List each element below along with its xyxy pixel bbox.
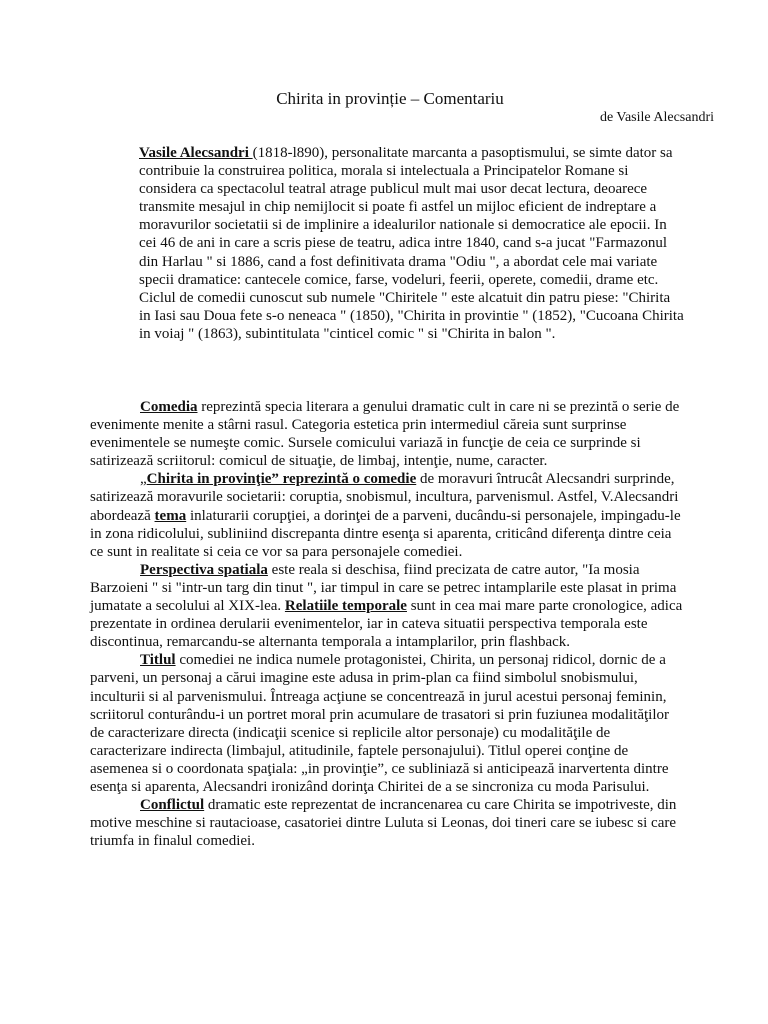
text-perspectiva-b: sunt in cea mai mare parte cronologice, adica prezentate in ordinea derularii evenimentelor, iar in cateva situatii perspectiva temporala este discontinua, remarcandu-se alternanta temporala a intamplarilor, prin flashback.: [90, 598, 683, 651]
intro-paragraph: [139, 144, 684, 289]
quote-open: „: [140, 471, 147, 488]
text-comedia: reprezintă specia literara a genului dramatic cult in care ni se prezintă o serie de evenimente menite a stârni rasul. Categoria estetica prin intermediul căreia sunt surprinse evenimentele se numeşte comic. Sursele comicului variază in funcţie de ceia ce surprinde si satirizează scriitorul: comicul de situaţie, de limbaj, intenţie, nume, caracter.: [90, 399, 680, 470]
intro-text: (1818-l890), personalitate marcanta a pasoptismului, se simte dator sa contribuie la construirea politica, morala si intelectuala a Principatelor Romane si considera ca spectacolul teatral atrage publicul mult mai usor decat lectura, deoarece transmite mesajul in chip nemijlocit si poate fi astfel un mijloc eficient de indreptare a moravurilor societatii si de implinire a idealurilor nationale si democratice ale epocii. In cei 46 de ani in care a scris piese de teatru, adica intre 1840, cand s-a jucat "Farmazonul din Harlau " si 1886, cand a fost definitivata drama "Odiu ", a abordat cele mai variate specii dramatice: cantecele comice, farse, vodeluri, feerii, operete, comedii, drame etc.: [139, 145, 673, 288]
main-text: [90, 398, 684, 850]
cycle-paragraph: Ciclul de comedii cunoscut sub numele "Chiritele " este alcatuit din patru piese: "Chirita in Iasi sau Doua fete s-o neneaca " (1850), "Chirita in provintie " (1852), "Cucoana Chirita in voiaj " (1863), subintitulata "cinticel comic " si "Chirita in balon ".: [139, 289, 684, 342]
text-conflictul: dramatic este reprezentat de incrancenarea cu care Chirita se impotriveste, din motive meschine si rautacioase, casatoriei dintre Luluta si Leonas, doi tineri care se iubesc si care triumfa in finalul comediei.: [90, 797, 677, 850]
paragraph-chirita: [90, 470, 684, 560]
term-titlul: Titlul: [140, 652, 176, 669]
paragraph-comedia: [90, 398, 684, 470]
term-conflictul: Conflictul: [140, 797, 205, 814]
paragraph-titlul: [90, 651, 684, 796]
text-titlul: comediei ne indica numele protagonistei, Chirita, un personaj ridicol, dornic de a parveni, un personaj a cărui imagine este adusa in prim-plan ca fiind simbolul snobismului, inculturii si al parvenismului. Întreaga acţiune se concentrează in jurul acestui personaj feminin, scriitorul conturându-i un portret moral prin acumulare de trasatori si prin fuziunea modalităţilor de caracterizare directa (indicaţii scenice si replicile altor personaje) cu modalităţile de caracterizare indirecta (limbajul, atitudinile, faptele personajului). Titlul operei conţine de asemenea si o coordonata spaţiala: „in provinţie”, ce subliniază si anticipează inarvertenta dintre esenţa si aparenta, Alecsandri ironizând dorinţa Chiritei de a se sincroniza cu moda Parisului.: [90, 652, 669, 795]
text-perspectiva-a: este reala si deschisa, fiind precizata de catre autor, "Ia mosia Barzoieni " si "intr-un targ din tinut ", iar timpul in care se petrec intamplarile este plasat in prima jumatate a secolului al XIX-lea.: [90, 561, 677, 615]
page-title: Chirita in provinție – Comentariu: [276, 89, 504, 108]
term-perspectiva: Perspectiva spatiala: [140, 561, 268, 578]
term-comedia: Comedia: [140, 399, 198, 415]
term-relatiile: Relatiile temporale: [284, 598, 407, 615]
paragraph-perspectiva: [90, 561, 684, 651]
intro-block: [139, 144, 684, 343]
text-chirita-a: de moravuri întrucât Alecsandri surprinde, satirizează moravurile societarii: coruptia, snobismul, incultura, parvenismul. Astfel, V.Alecsandri abordează: [90, 471, 679, 524]
author-line: de Vasile Alecsandri: [599, 110, 714, 125]
text-chirita-b: inlaturarii corupţiei, a dorinţei de a parveni, ducându-si personajele, impingadu-le in zona ridicolului, subliniind discrepanta dintre esenţa si aparenta, criticând diferenţa dintre ceia ce sunt in realitate si ceia ce vor sa para personajele comediei.: [90, 507, 681, 560]
term-chirita: Chirita in provinţie” reprezintă o comedie: [146, 471, 417, 488]
paragraph-conflictul: [90, 796, 684, 850]
term-tema: tema: [154, 507, 187, 524]
author-name: Vasile Alecsandri: [139, 145, 253, 161]
